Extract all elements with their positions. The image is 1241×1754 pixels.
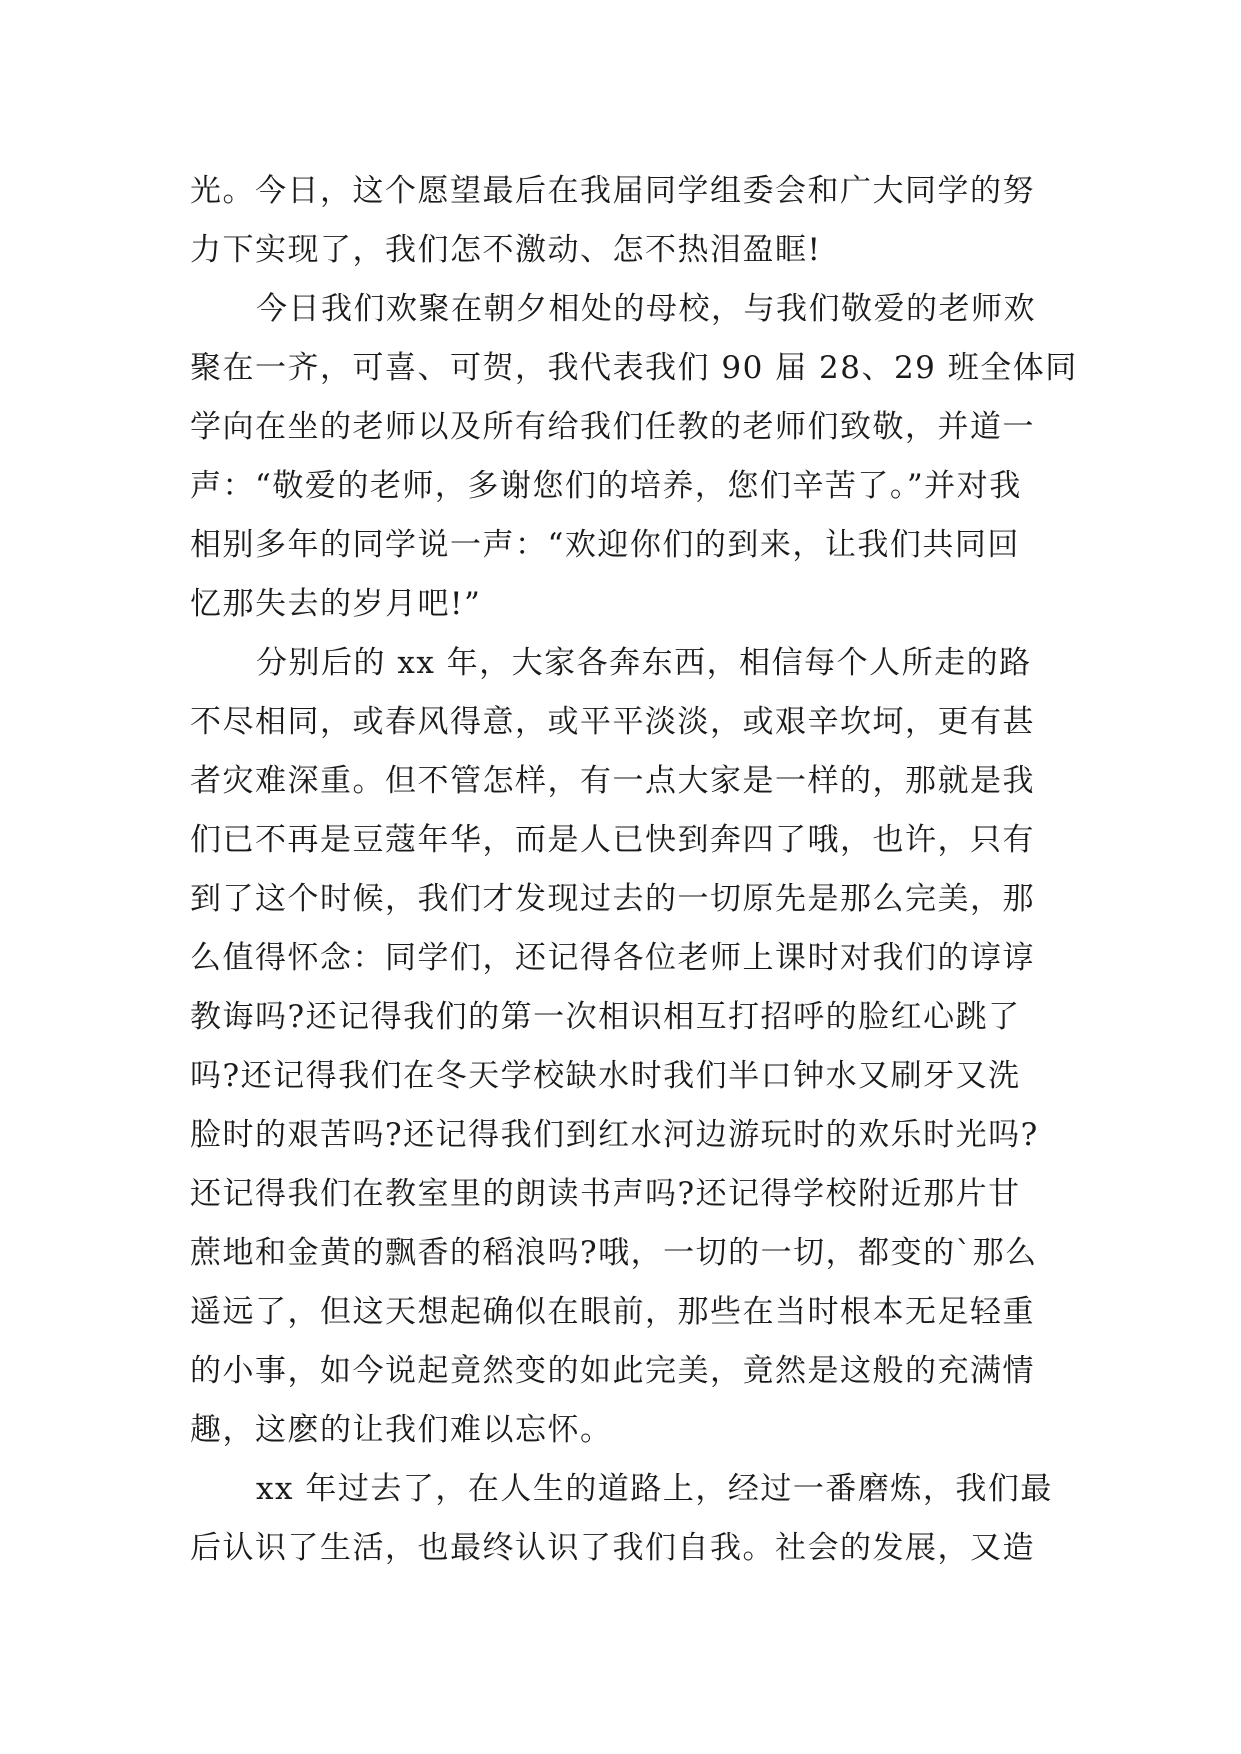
text-line: 的小事，如今说起竟然变的如此完美，竟然是这般的充满情 — [190, 1353, 1035, 1389]
document-body — [190, 162, 1078, 1578]
paragraph-4 — [190, 1460, 1053, 1578]
text-line: 聚在一齐，可喜、可贺，我代表我们 90 届 28、29 班全体同 — [190, 350, 1078, 386]
text-line: 今日我们欢聚在朝夕相处的母校，与我们敬爱的老师欢 — [256, 291, 1036, 327]
text-line: 光。今日，这个愿望最后在我届同学组委会和广大同学的努 — [190, 173, 1035, 209]
text-line: 趣，这麽的让我们难以忘怀。 — [190, 1412, 613, 1448]
paragraph-3 — [190, 634, 1048, 1460]
text-line: 后认识了生活，也最终认识了我们自我。社会的发展，又造 — [190, 1530, 1035, 1566]
text-line: 不尽相同，或春风得意，或平平淡淡，或艰辛坎坷，更有甚 — [190, 704, 1035, 740]
paragraph-2 — [190, 280, 1078, 634]
text-line: 么值得怀念：同学们，还记得各位老师上课时对我们的谆谆 — [190, 940, 1035, 976]
text-line: 学向在坐的老师以及所有给我们任教的老师们致敬，并道一 — [190, 409, 1035, 445]
text-line: 忆那失去的岁月吧!” — [190, 586, 482, 622]
text-line: xx 年过去了，在人生的道路上，经过一番磨炼，我们最 — [256, 1471, 1053, 1507]
text-line: 脸时的艰苦吗?还记得我们到红水河边游玩时的欢乐时光吗? — [190, 1117, 1039, 1153]
text-line: 者灾难深重。但不管怎样，有一点大家是一样的，那就是我 — [190, 763, 1035, 799]
text-line: 分别后的 xx 年，大家各奔东西，相信每个人所走的路 — [256, 645, 1032, 681]
text-line: 们已不再是豆蔻年华，而是人已快到奔四了哦，也许，只有 — [190, 822, 1035, 858]
text-line: 蔗地和金黄的飘香的稻浪吗?哦，一切的一切，都变的`那么 — [190, 1235, 1038, 1271]
text-line: 相别多年的同学说一声：“欢迎你们的到来，让我们共同回 — [190, 527, 1020, 563]
text-line: 吗?还记得我们在冬天学校缺水时我们半口钟水又刷牙又洗 — [190, 1058, 1021, 1094]
text-line: 还记得我们在教室里的朗读书声吗?还记得学校附近那片甘 — [190, 1176, 1021, 1212]
text-line: 力下实现了，我们怎不激动、怎不热泪盈眶! — [190, 232, 822, 268]
text-line: 教诲吗?还记得我们的第一次相识相互打招呼的脸红心跳了 — [190, 999, 1021, 1035]
paragraph-1 — [190, 162, 1048, 280]
text-line: 声：“敬爱的老师，多谢您们的培养，您们辛苦了。”并对我 — [190, 468, 1022, 504]
text-line: 到了这个时候，我们才发现过去的一切原先是那么完美，那 — [190, 881, 1035, 917]
text-line: 遥远了，但这天想起确似在眼前，那些在当时根本无足轻重 — [190, 1294, 1035, 1330]
